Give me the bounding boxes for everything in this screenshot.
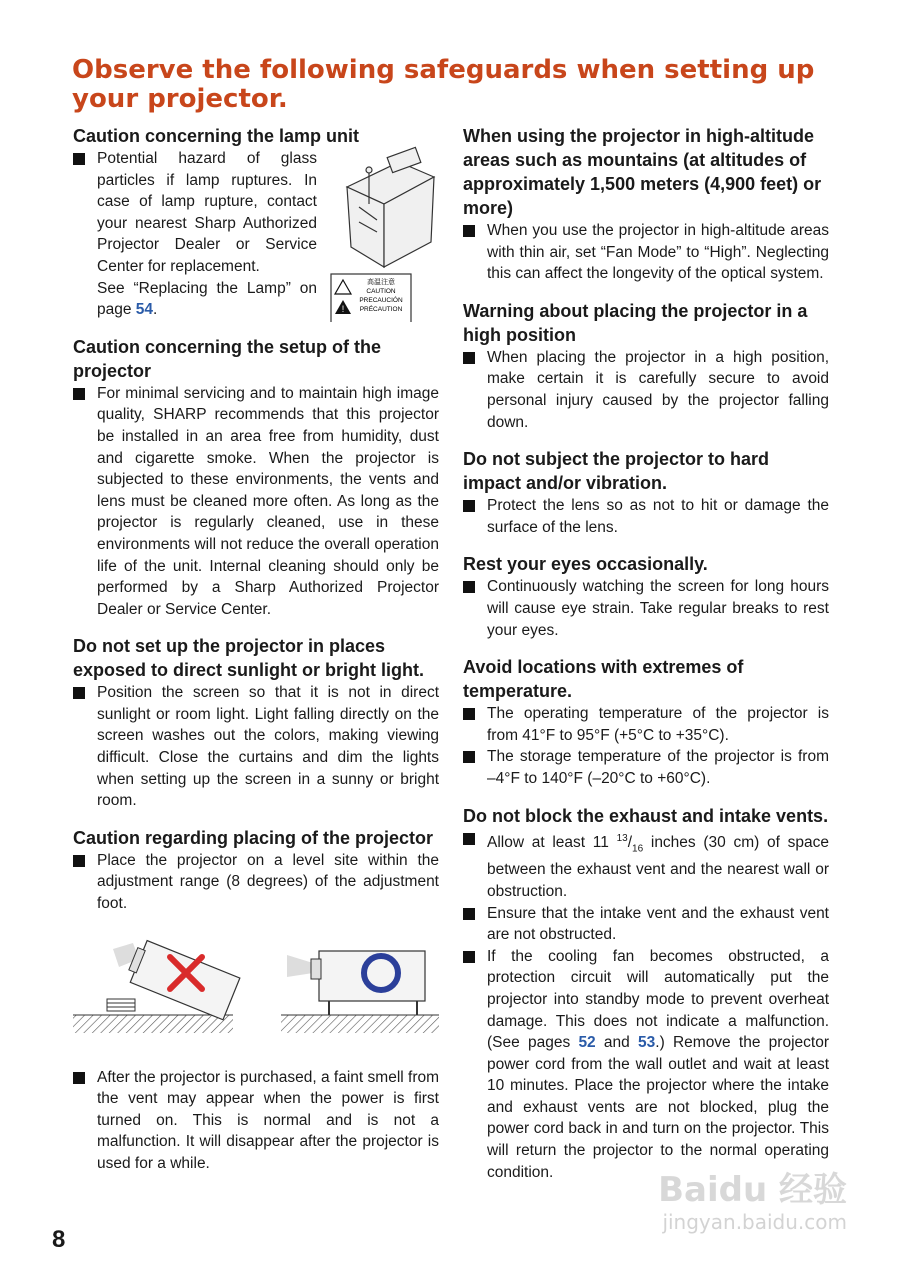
- section-impact: [463, 447, 829, 538]
- section-setup: [73, 335, 439, 621]
- section-heading: Caution regarding placing of the projector: [73, 827, 434, 848]
- section-heading: Do not set up the projector in places exposed to direct sunlight or bright light.: [73, 636, 424, 681]
- section-lamp-unit: [73, 124, 439, 321]
- section-vents: [463, 804, 829, 1184]
- right-column: [463, 124, 829, 1197]
- page-reference-link[interactable]: 54: [135, 301, 154, 319]
- bullet-item: For minimal servicing and to maintain high image quality, SHARP recommends that this projector be installed in an area free from humidity, dust and cigarette smoke. When the projector is subjected to these environments, the vents and lens must be cleaned more often. As long as the projector is regularly cleaned, use in these environments will not reduce the overall operation life of the unit. Internal cleaning should only be performed by a Sharp Authorized Projector Dealer or Service Center.: [73, 383, 439, 621]
- watermark-logo: Baidu 经验: [658, 1170, 847, 1210]
- wrong-placement-figure: [73, 938, 240, 1033]
- section-heading: Caution concerning the setup of the projector: [73, 336, 382, 381]
- left-column: [73, 124, 439, 1189]
- caution-label-es: PRECAUCIÓN: [359, 297, 403, 304]
- svg-text:!: !: [341, 304, 345, 314]
- page-reference-link[interactable]: 53: [638, 1034, 656, 1052]
- section-heading: Rest your eyes occasionally.: [463, 554, 708, 575]
- section-heading: When using the projector in high-altitude areas such as mountains (at altitudes of approximately 1,500 meters (4,900 feet) or more): [463, 126, 822, 218]
- section-heading: Warning about placing the projector in a high position: [463, 300, 808, 345]
- caution-label-fr: PRÉCAUTION: [359, 306, 403, 313]
- bullet-item: Place the projector on a level site within the adjustment range (8 degrees) of the adjustment foot.: [73, 850, 439, 915]
- section-heading: Do not block the exhaust and intake vents.: [463, 805, 829, 826]
- section-heading: Avoid locations with extremes of temperature.: [463, 657, 744, 702]
- bullet-item: Ensure that the intake vent and the exhaust vent are not obstructed.: [463, 903, 829, 946]
- bullet-item: Allow at least 11 $^{13}/_{16}$ inches (30 cm) of space between the exhaust vent and the nearest wall or obstruction.: [463, 828, 829, 903]
- section-altitude: [463, 124, 829, 285]
- bullet-item: Protect the lens so as not to hit or damage the surface of the lens.: [463, 495, 829, 538]
- bullet-item: Position the screen so that it is not in direct sunlight or room light. Light falling directly on the screen washes out the colors, making viewing difficult. Close the curtains and dim the lights when setting up the screen in a sunny or bright room.: [73, 682, 439, 812]
- correct-placement-figure: [281, 951, 439, 1033]
- bullet-item: Potential hazard of glass particles if lamp ruptures. In case of lamp rupture, contact your nearest Sharp Authorized Projector Dealer or Service Center for replacement. See “Replacing the Lamp” on page 54.: [73, 148, 317, 321]
- caution-label-en: CAUTION: [366, 288, 396, 295]
- section-smell: [73, 1067, 439, 1175]
- bullet-item: The operating temperature of the projector is from 41°F to 95°F (+5°C to +35°C).: [463, 703, 829, 746]
- section-heading: Caution concerning the lamp unit: [73, 126, 360, 146]
- placement-figures: [73, 933, 439, 1043]
- bullet-item: Continuously watching the screen for long hours will cause eye strain. Take regular breaks to rest your eyes.: [463, 576, 829, 641]
- section-sunlight: [73, 634, 439, 812]
- bullet-item: When you use the projector in high-altitude areas with thin air, set “Fan Mode” to “High”. Neglecting this can affect the longevity of the optical system.: [463, 220, 829, 285]
- lamp-unit-illustration: [329, 132, 439, 322]
- caution-label-cjk: 高温注意: [367, 278, 395, 286]
- bullet-item: After the projector is purchased, a faint smell from the vent may appear when the power is first turned on. This is normal and is not a malfunction. It will disappear after the projector is used for a while.: [73, 1067, 439, 1175]
- page-title: Observe the following safeguards when setting up your projector.: [72, 55, 815, 114]
- placement-illustration: [73, 933, 439, 1043]
- page-reference-link[interactable]: 52: [578, 1034, 596, 1052]
- section-heading: Do not subject the projector to hard impact and/or vibration.: [463, 449, 770, 494]
- watermark-url: jingyan.baidu.com: [662, 1210, 847, 1234]
- section-temperature: [463, 655, 829, 789]
- section-placing: [73, 826, 439, 915]
- bullet-item: The storage temperature of the projector is from –4°F to 140°F (–20°C to +60°C).: [463, 746, 829, 789]
- section-high-position: [463, 299, 829, 433]
- page-number: 8: [52, 1226, 66, 1253]
- section-rest-eyes: [463, 552, 829, 641]
- bullet-item: If the cooling fan becomes obstructed, a protection circuit will automatically put the projector into standby mode to prevent overheat damage. This does not indicate a malfunction. (See pages 52 and 53.) Remove the projector power cord from the wall outlet and wait at least 10 minutes. Place the projector where the intake and exhaust vents are not blocked, plug the power cord back in and turn on the projector. This will return the projector to the normal operating condition.: [463, 946, 829, 1184]
- bullet-item: When placing the projector in a high position, make certain it is carefully secure to avoid personal injury caused by the projector falling down.: [463, 347, 829, 433]
